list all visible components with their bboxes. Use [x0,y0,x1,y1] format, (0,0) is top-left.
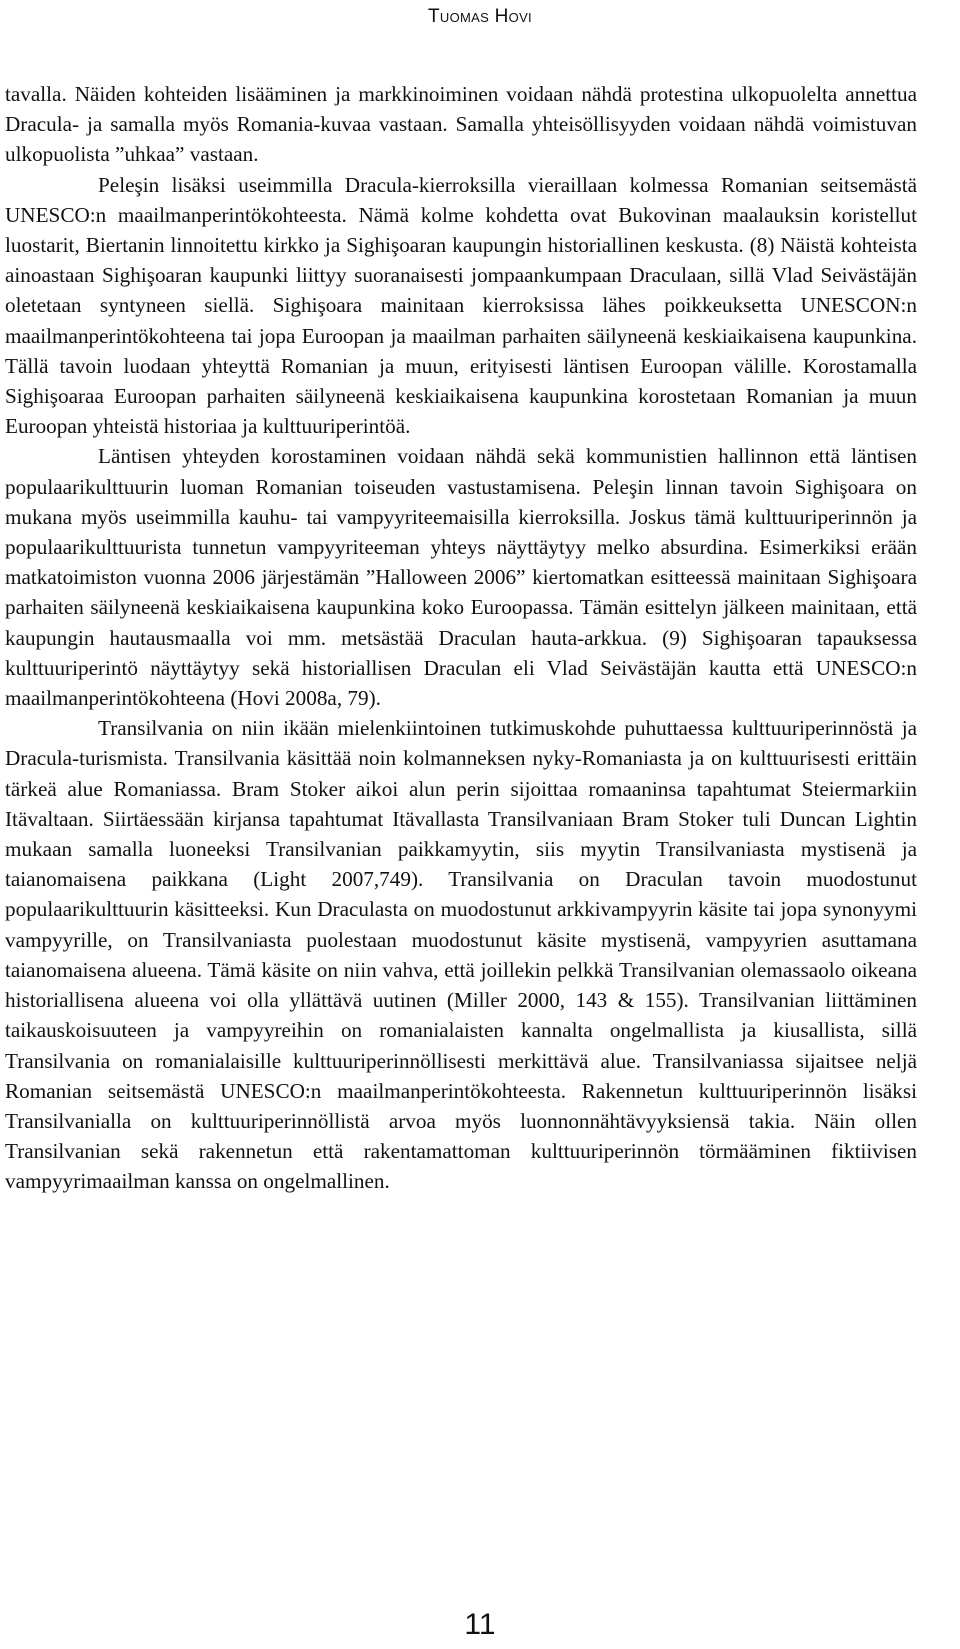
paragraph-western-connection: Läntisen yhteyden korostaminen voidaan nähdä sekä kommunistien hallinnon että läntisen populaarikulttuurin luoman Romanian toiseuden vastustamisena. Peleşin linnan tavoin Sighişoara on mukana myös useimmilla kauhu- tai vampyyriteemaisilla kierroksilla. Joskus tämä kulttuuriperinnön ja populaarikulttuurista tunnetun vampyyriteeman yhteys näyttäytyy melko absurdina. Esimerkiksi erään matkatoimiston vuonna 2006 järjestämän ”Halloween 2006” kiertomatkan esitteessä mainitaan Sighişoara parhaiten säilyneenä keskiaikaisena kaupunkina koko Euroopassa. Tämän esittelyn jälkeen mainitaan, että kaupungin hautausmaalla voi mm. metsästää Draculan hauta-arkkua. (9) Sighişoaran tapauksessa kulttuuriperintö näyttäytyy sekä historiallisen Draculan eli Vlad Seivästäjän kautta että UNESCO:n maailmanperintökohteena (Hovi 2008a, 79). [5,444,917,711]
running-header: Tuomas Hovi [428,6,532,27]
paragraph-continued: tavalla. Näiden kohteiden lisääminen ja markkinoiminen voidaan nähdä protestina ulkopuolelta annettua Dracula- ja samalla myös Romania-kuvaa vastaan. Samalla yhteisöllisyyden voidaan nähdä voimistuvan ulkopuolista ”uhkaa” vastaan. [5,82,917,167]
body-text [5,79,917,1197]
paragraph-transylvania: Transilvania on niin ikään mielenkiintoinen tutkimuskohde puhuttaessa kulttuuriperinnöstä ja Dracula-turismista. Transilvania käsittää noin kolmanneksen nyky-Romaniasta ja on kulttuurisesti erittäin tärkeä alue Romaniassa. Bram Stoker aikoi alun perin sijoittaa romaaninsa tapahtumat Steiermarkiin Itävaltaan. Siirtäessään kirjansa tapahtumat Itävallasta Transilvaniaan Bram Stoker tuli Duncan Lightin mukaan samalla luoneeksi Transilvanian paikkamyytin, siis myytin Transilvaniasta mystisenä ja taianomaisena paikkana (Light 2007,749). Transilvania on Draculan tavoin muodostunut populaarikulttuurin käsitteeksi. Kun Draculasta on muodostunut arkkivampyyrin käsite tai jopa synonyymi vampyyrille, on Transilvaniasta puolestaan muodostunut käsite mystisenä, vampyyrien asuttamana taianomaisena alueena. Tämä käsite on niin vahva, että joillekin pelkkä Transilvanian olemassaolo oikeana historiallisena alueena voi olla yllättävä uutinen (Miller 2000, 143 & 155). Transilvanian liittäminen taikauskoisuuteen ja vampyyreihin on romanialaisten kannalta ongelmallista ja kiusallista, sillä Transilvania on romanialaisille kulttuuriperinnöllisesti merkittävä alue. Transilvaniassa sijaitsee neljä Romanian seitsemästä UNESCO:n maailmanperintökohteesta. Rakennetun kulttuuriperinnön lisäksi Transilvanialla on kulttuuriperinnöllistä arvoa myös luonnonnähtävyyksiensä takia. Näin ollen Transilvanian sekä rakennetun että rakentamattoman kulttuuriperinnön törmääminen fiktiivisen vampyyrimaailman kanssa on ongelmallinen. [5,716,917,1194]
paragraph-pelesh-unesco: Peleşin lisäksi useimmilla Dracula-kierroksilla vieraillaan kolmessa Romanian seitsemästä UNESCO:n maailmanperintökohteesta. Nämä kolme kohdetta ovat Bukovinan maalauksin koristellut luostarit, Biertanin linnoitettu kirkko ja Sighişoaran kaupungin historiallinen keskusta. (8) Näistä kohteista ainoastaan Sighişoaran kaupunki liittyy suoranaisesti jompaankumpaan Draculaan, sillä Vlad Seivästäjän oletetaan syntyneen siellä. Sighişoara mainitaan kierroksissa lähes poikkeuksetta UNESCON:n maailmanperintökohteena tai jopa Euroopan ja maailman parhaiten säilyneenä keskiaikaisena kaupunkina. Tällä tavoin luodaan yhteyttä Romanian ja muun, erityisesti läntisen Euroopan välille. Korostamalla Sighişoaraa Euroopan parhaiten säilyneenä keskiaikaisena kaupunkina korostetaan Romanian ja muun Euroopan yhteistä historiaa ja kulttuuriperintöä. [5,172,917,439]
page-number: 11 [464,1608,496,1641]
